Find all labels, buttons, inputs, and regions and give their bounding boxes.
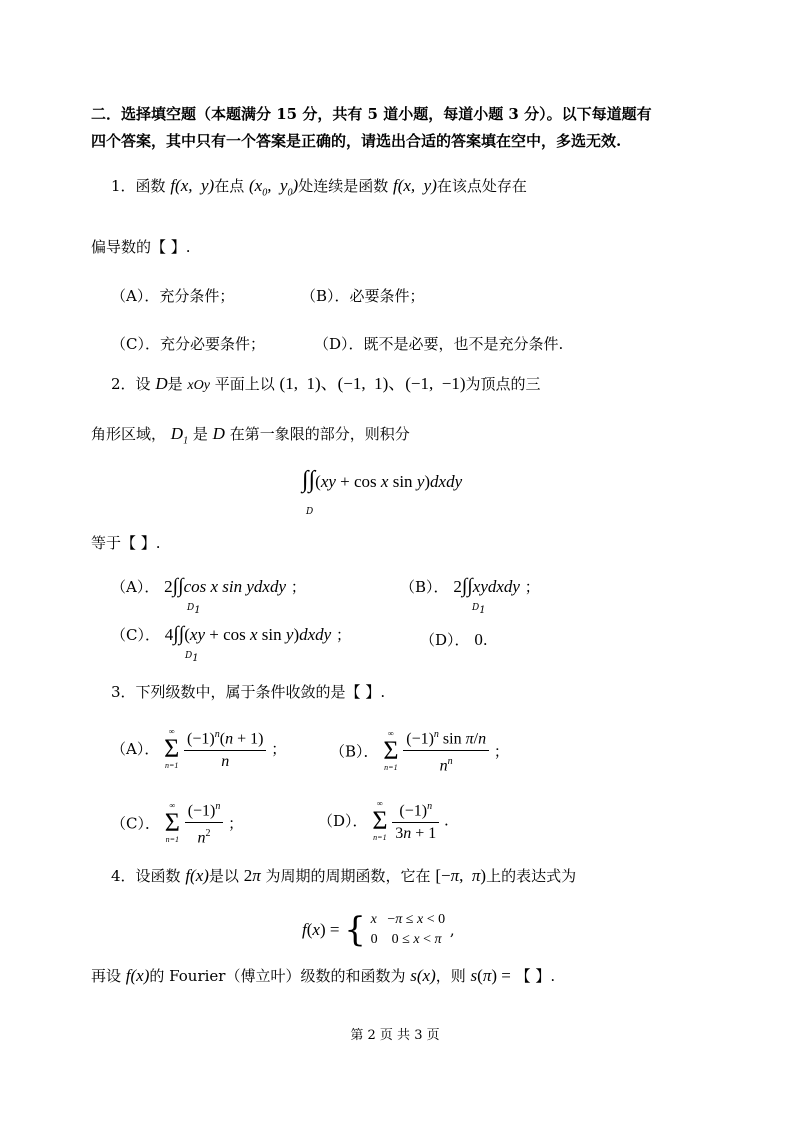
q3-option-c-sum: ∞ Σ n=1 [164, 800, 180, 844]
q2-integral [302, 467, 463, 517]
q1-option-a: （A）．充分条件； [111, 287, 235, 305]
q3-option-d: （D）． ∞ Σ n=1 $\frac{(-1)^n}{3n + 1}$ . [318, 796, 449, 845]
q1-option-c: （C）．充分必要条件； [111, 335, 265, 353]
q4-fx-2: f(x) [125, 966, 150, 985]
q2-text-plane: 平面上以 [214, 375, 275, 393]
q2-option-d: （D）． 0. [420, 630, 488, 649]
q2-line2-c: 在第一象限的部分，则积分 [229, 425, 410, 443]
q2-double-integral-sign: ∫∫ [302, 467, 316, 493]
section-heading-line2: 四个答案，其中只有一个答案是正确的，请选出合适的答案填在空中，多选无效. [91, 132, 622, 150]
q2-option-b-expr: 2∫∫xydxdy [453, 575, 520, 597]
q1-text-at-point: 在点 [214, 177, 245, 195]
q2-text-vertex: 为顶点的三 [465, 375, 541, 393]
q2-num: 2．设 [111, 375, 151, 393]
q2-line2 [91, 424, 410, 451]
q3-option-c-label: （C）． [111, 814, 160, 833]
q2-equals: 等于【 】. [91, 534, 161, 552]
q2-line2-a: 角形区域， [91, 425, 167, 443]
q2-vertices: (1, 1)、(−1, 1)、(−1, −1) [279, 374, 466, 393]
q4-piecewise: f(x) = { x −π ≤ x < 0 0 0 ≤ x < π , [302, 910, 455, 950]
q4-sx: s(x) [410, 966, 436, 985]
q4-stem [111, 866, 576, 886]
q1-option-d: （D）．既不是必要，也不是充分条件. [314, 335, 564, 353]
q2-integrand: (xy + cos x sin y)dxdy [315, 472, 463, 491]
q3-option-c: （C）． ∞ Σ n=1 $\frac{(-1)^n}{n^2}$ ； [111, 796, 243, 850]
q3-option-b: （B）． ∞ Σ n=1 $\frac{(-1)^n \sin \pi/n}{n^n}$ ； [330, 724, 509, 778]
q2-option-a-region: $D_1$ [187, 603, 201, 616]
q2-option-d-value: 0 [474, 630, 483, 649]
q1-fxy-2: f(x, y) [393, 176, 437, 195]
q4-interval: [−π, π) [435, 866, 487, 885]
q3-option-b-sum: ∞ Σ n=1 [383, 728, 399, 772]
q2-option-c-region: $D_1$ [185, 651, 199, 664]
q1-stem [111, 176, 527, 203]
q2-option-a [111, 575, 306, 616]
q3-stem: 3．下列级数中，属于条件收敛的是【 】. [111, 683, 386, 701]
q1-num: 1．函数 [111, 177, 166, 195]
q2-line2-b: 是 [192, 425, 208, 443]
q4-line3-a: 再设 [91, 967, 122, 985]
q4-text-period: 为周期的周期函数，它在 [265, 867, 431, 885]
q2-option-d-label: （D）． [420, 631, 470, 649]
q4-text-expression: 上的表达式为 [486, 867, 577, 885]
q1-text-continuous: 处连续是函数 [298, 177, 389, 195]
q2-option-a-expr: 2∫∫cos x sin ydxdy [164, 575, 287, 597]
q3-option-d-label: （D）． [318, 812, 368, 831]
q2-option-c [111, 623, 351, 664]
q2-option-c-expr: 4∫∫(xy + cos x sin y)dxdy [164, 623, 332, 645]
page-footer: 第 2 页 共 3 页 [350, 1028, 440, 1043]
q4-num: 4．设函数 [111, 867, 181, 885]
q1-text-exists: 在该点处存在 [436, 177, 527, 195]
q2-D-2: D [212, 424, 225, 443]
q1-point: ($x_0$, $y_0$) [249, 176, 299, 199]
q4-cases: x −π ≤ x < 0 0 0 ≤ x < π [370, 912, 446, 947]
q3-option-b-frac: $\frac{(-1)^n \sin \pi/n}{n^n}$ [403, 724, 489, 778]
q2-option-c-label: （C）． [111, 626, 160, 644]
q4-piecewise-lhs: f(x) = [302, 920, 340, 939]
q2-D1: $D_1$ [170, 424, 189, 447]
q4-brace: { [344, 910, 366, 950]
q2-option-a-semi: ； [290, 578, 306, 596]
q4-line3-c: ，则 [435, 967, 466, 985]
q3-option-a-sum: ∞ Σ n=1 [164, 726, 180, 770]
q3-option-b-label: （B）． [330, 742, 379, 761]
q3-option-a-frac: $\frac{(-1)^n(n + 1)}{n}$ [184, 724, 266, 773]
q4-text-is: 是以 [208, 867, 239, 885]
q2-option-c-semi: ； [335, 626, 351, 644]
q4-line3-d: 【 】. [515, 967, 556, 985]
q2-D: D [155, 374, 168, 393]
q4-period: 2π [243, 866, 261, 885]
q4-fx: f(x) [185, 866, 209, 885]
q1-option-b: （B）．必要条件； [301, 287, 425, 305]
q3-option-a-label: （A）． [111, 740, 160, 759]
section-heading-line1: 二．选择填空题（本题满分 15 分，共有 5 道小题，每道小题 3 分）。以下每道题有 [91, 105, 652, 123]
q2-option-b-region: $D_1$ [472, 603, 486, 616]
q4-line3-b: 的 Fourier（傅立叶）级数的和函数为 [149, 967, 406, 985]
q1-line2: 偏导数的【 】. [91, 238, 191, 256]
q2-option-a-label: （A）． [111, 578, 160, 596]
q3-option-d-sum: ∞ Σ n=1 [372, 798, 388, 842]
q2-integral-region: D [306, 507, 314, 517]
q3-option-a: （A）． ∞ Σ n=1 $\frac{(-1)^n(n + 1)}{n}$ ； [111, 724, 286, 773]
q3-option-d-frac: $\frac{(-1)^n}{3n + 1}$ [392, 796, 439, 845]
q2-option-b-semi: ； [524, 578, 540, 596]
q4-s-pi: s(π) = [470, 966, 511, 985]
q2-option-b [400, 575, 540, 616]
q2-text-is: 是 [167, 375, 183, 393]
q2-stem [111, 374, 541, 396]
q2-option-b-label: （B）． [400, 578, 449, 596]
q2-xOy: xOy [187, 378, 210, 393]
q4-line3 [91, 966, 555, 986]
q3-option-c-frac: $\frac{(-1)^n}{n^2}$ [185, 796, 224, 850]
q1-fxy-1: f(x, y) [170, 176, 215, 195]
